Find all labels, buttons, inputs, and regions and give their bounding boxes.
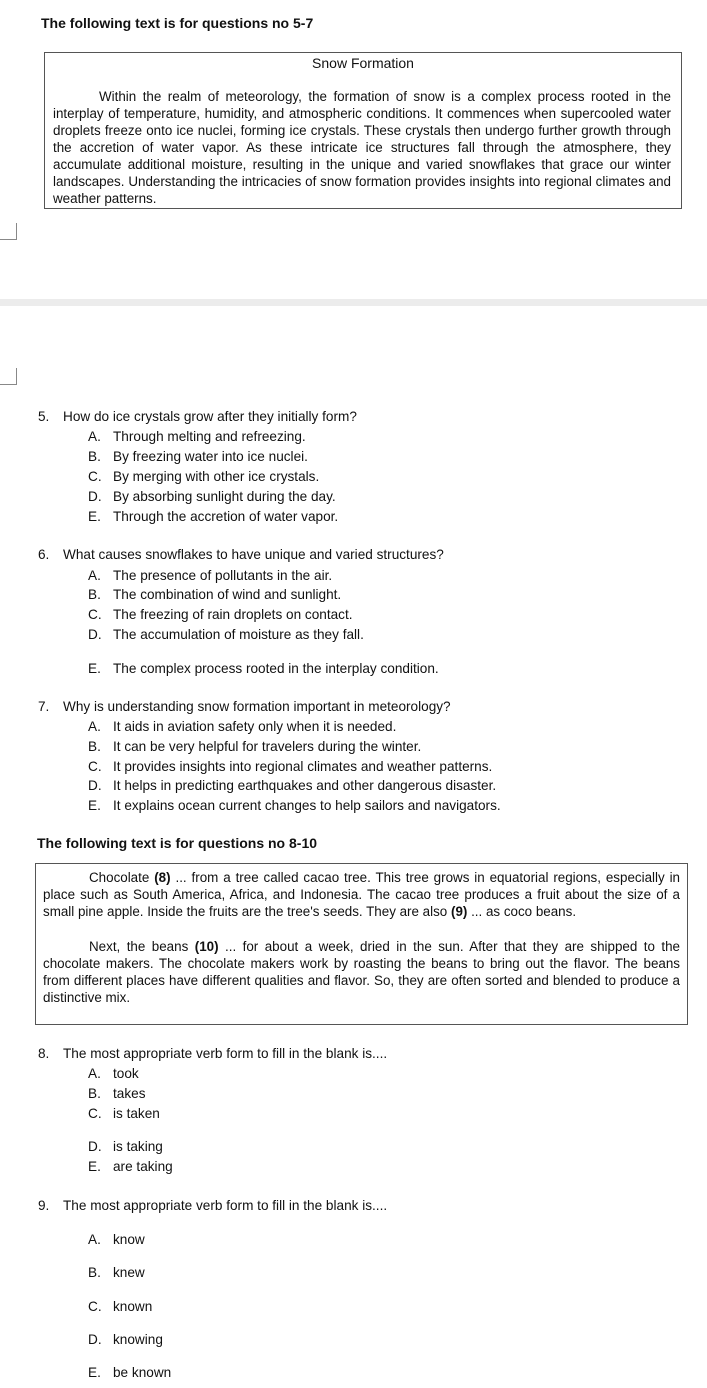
passage-title: Snow Formation <box>312 55 414 71</box>
passage-paragraph-2: Next, the beans (10) ... for about a week, dried in the sun. After that they are shipped to the chocolate makers. The chocolate makers work by roasting the beans to bring out the flavor. The beans from different places have different qualities and flavor. So, they are often sorted and blended to produce a distinctive mix. <box>43 939 680 1005</box>
question-text: The most appropriate verb form to fill in the blank is.... <box>63 1046 388 1061</box>
question-text: How do ice crystals grow after they initially form? <box>63 409 357 424</box>
question-text: What causes snowflakes to have unique and varied structures? <box>63 547 444 562</box>
page-corner-mark <box>0 223 17 240</box>
section-heading-8-10: The following text is for questions no 8-10 <box>37 835 318 851</box>
page-corner-mark <box>0 368 17 385</box>
section-heading-5-7: The following text is for questions no 5-7 <box>41 15 314 31</box>
blank-8: (8) <box>154 870 171 885</box>
passage-text-snow: Within the realm of meteorology, the formation of snow is a complex process rooted in the interplay of temperature, humidity, and atmospheric conditions. It commences when supercooled water droplets freeze onto ice nuclei, forming ice crystals. These crystals then undergo further growth through the accretion of water vapor. As these intricate ice structures fall through the atmosphere, they accumulate additional moisture, resulting in the unique and varied snowflakes that grace our winter landscapes. Understanding the intricacies of snow formation provides insights into regional climates and weather patterns. <box>53 89 671 206</box>
passage-box-chocolate <box>35 863 688 1025</box>
page-break <box>0 299 707 306</box>
blank-10: (10) <box>194 939 219 954</box>
passage-paragraph-1: Chocolate (8) ... from a tree called cacao tree. This tree grows in equatorial regions, especially in place such as South America, Africa, and Indonesia. The cacao tree produces a fruit about the size of a small pine apple. Inside the fruits are the tree's seeds. They are also (9) ... as coco beans. <box>43 870 680 919</box>
question-text: Why is understanding snow formation important in meteorology? <box>63 699 451 714</box>
question-text: The most appropriate verb form to fill in the blank is.... <box>63 1198 388 1213</box>
blank-9: (9) <box>450 904 468 919</box>
passage-box-snow <box>44 52 682 209</box>
